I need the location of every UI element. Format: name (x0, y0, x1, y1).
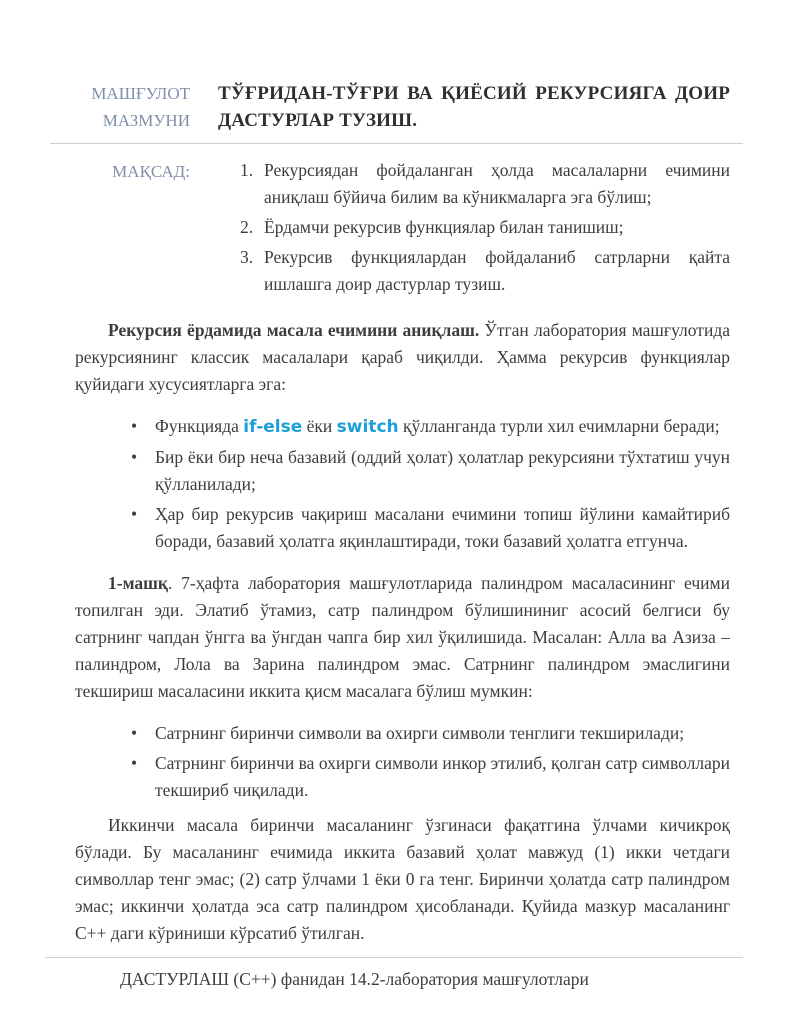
goal-item-text: Рекурсив функциялардан фойдаланиб сатрларни қайта ишлашга доир дастурлар тузиш. (264, 247, 730, 294)
goal-item-number: 3. (240, 247, 254, 267)
goal-item-text: Ёрдамчи рекурсив функциялар билан танишиш; (264, 217, 624, 237)
document-header (75, 80, 730, 134)
closing-paragraph: Иккинчи масала биринчи масаланинг ўзгинаси фақатгина ўлчами кичикроқ бўлади. Бу масаланинг ечимида иккита базавий ҳолат мавжуд (1) икки четдаги символлар тенг эмас; (2) сатр ўлчами 1 ёки 0 га тенг. Биринчи ҳолатда сатр палиндром эмас; иккинчи ҳолатда эса сатр палиндром ҳисобланади. Қуйида мазкур масаланинг С++ даги кўриниши кўрсатиб ўтилган. (75, 815, 730, 943)
header-divider (50, 143, 743, 144)
exercise-body-text: . 7-ҳафта лаборатория машғулотларида палиндром масаласининг ечими топилган эди. Элатиб ўтамиз, сатр палиндром бўлишининиг асосий белгиси бу сатрнинг чапдан ўнгга ва ўнгдан чапга бир хил ўқилишида. Масалан: Алла ва Азиза – палиндром, Лола ва Зарина палиндром эмас. Сатрнинг палиндром эмаслигини текшириш масаласини иккита қисм масалага бўлиш мумкин: (75, 573, 730, 701)
goal-list (240, 157, 730, 301)
feature-item: • Бир ёки бир неча базавий (оддий ҳолат) ҳолатлар рекурсияни тўхтатиш учун қўлланилади; (75, 444, 730, 498)
recursion-features-list (75, 413, 730, 555)
header-label-line1: МАШҒУЛОТ (91, 84, 190, 103)
inline-code-switch: switch (336, 417, 399, 437)
goal-item-number: 2. (240, 217, 254, 237)
exercise-lead-bold: 1-машқ (108, 573, 168, 593)
footer-text: ДАСТУРЛАШ (С++) фанидан 14.2-лаборатория машғулотлари (120, 969, 589, 989)
inline-code-if-else: if-else (243, 417, 303, 437)
feature-text-part: ёки (302, 416, 337, 436)
feature-item (75, 413, 730, 441)
feature-text-part: қўлланганда турли хил ечимларни беради; (398, 416, 720, 436)
goal-label: МАҚСАД: (112, 162, 190, 181)
feature-item: • Ҳар бир рекурсив чақириш масалани ечимини топиш йўлини камайтириб боради, базавий ҳолатга яқинлаштиради, токи базавий ҳолатга етгунча. (75, 501, 730, 555)
intro-lead-bold: Рекурсия ёрдамида масала ечимини аниқлаш. (108, 320, 480, 340)
goal-item (240, 157, 730, 211)
page-footer (75, 957, 730, 993)
footer-divider (45, 957, 743, 958)
goal-item-number: 1. (240, 160, 254, 180)
goal-item (240, 244, 730, 298)
goal-item-text: Рекурсиядан фойдаланган ҳолда масалаларни ечимини аниқлаш бўйича билим ва кўникмаларга эга бўлиш; (264, 160, 730, 207)
subtask-item: • Сатрнинг биринчи символи ва охирги символи тенглиги текширилади; (75, 720, 730, 747)
header-label-line2: МАЗМУНИ (102, 111, 190, 130)
goal-section (75, 157, 730, 301)
intro-body-text: Ўтган лаборатория машғулотида рекурсиянинг классик масалалари қараб чиқилди. Ҳамма рекурсив функциялар қуйидаги хусусиятларга эга: (75, 320, 730, 394)
feature-text-part: Функцияда (155, 416, 244, 436)
intro-paragraph (75, 317, 730, 398)
subtask-item: • Сатрнинг биринчи ва охирги символи инкор этилиб, қолган сатр символлари текшириб чиқилади. (75, 750, 730, 804)
subtask-list (75, 720, 730, 804)
lesson-title: ТЎҒРИДАН-ТЎҒРИ ВА ҚИЁСИЙ РЕКУРСИЯГА ДОИР ДАСТУРЛАР ТУЗИШ. (218, 83, 730, 131)
header-label (75, 80, 190, 134)
goal-item (240, 214, 730, 241)
exercise-paragraph (75, 570, 730, 705)
